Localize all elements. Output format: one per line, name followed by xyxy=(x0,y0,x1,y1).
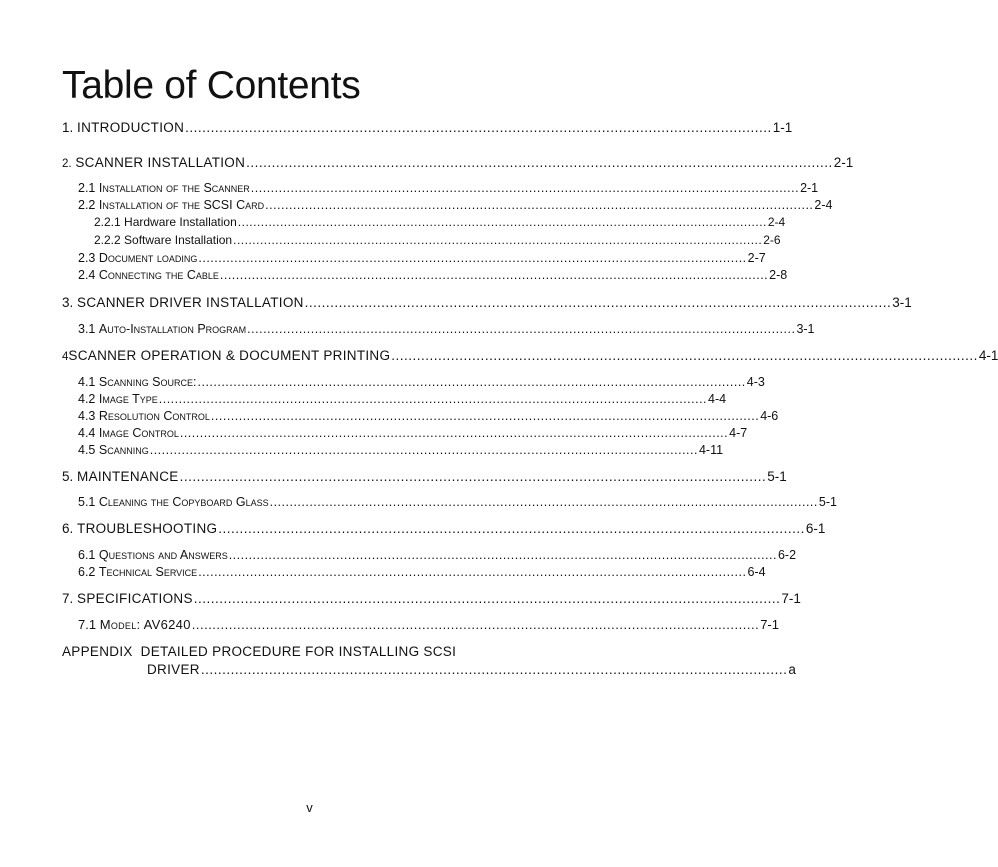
entry-page: 4-4 xyxy=(708,392,727,406)
toc-entry-appendix-line2[interactable] xyxy=(147,662,796,677)
entry-page: 7-1 xyxy=(781,591,801,606)
entry-title: INTRODUCTION xyxy=(77,120,185,135)
dot-leader: .......................................................................................................................................... xyxy=(391,348,978,363)
entry-number: 2. xyxy=(62,158,72,170)
toc-entry-4-1[interactable] xyxy=(78,375,765,389)
appendix-title-line1: DETAILED PROCEDURE FOR INSTALLING SCSI xyxy=(140,644,457,659)
entry-number: 4 xyxy=(62,351,69,363)
page-title: Table of Contents xyxy=(62,64,361,107)
appendix-title-line2: DRIVER xyxy=(147,662,200,677)
toc-entry-chapter-3[interactable] xyxy=(62,295,912,310)
dot-leader: .......................................................................................................................................... xyxy=(233,233,763,247)
dot-leader: .......................................................................................................................................... xyxy=(185,120,772,135)
entry-page: 2-1 xyxy=(833,155,854,170)
entry-title: Software Installation xyxy=(124,233,233,247)
dot-leader: .......................................................................................................................................... xyxy=(197,375,746,389)
entry-page: 2-6 xyxy=(763,233,781,247)
entry-number: 3. xyxy=(62,295,74,310)
entry-number: 4.5 xyxy=(78,443,96,457)
entry-page: 1-1 xyxy=(772,120,793,135)
dot-leader: .......................................................................................................................................... xyxy=(228,548,777,562)
appendix-label: APPENDIX xyxy=(62,644,133,659)
entry-page: 6-2 xyxy=(777,548,797,562)
entry-number: 2.3 xyxy=(78,251,96,265)
toc-entry-chapter-5[interactable] xyxy=(62,469,787,484)
entry-title: Resolution Control xyxy=(98,409,210,423)
entry-number: 2.1 xyxy=(78,181,96,195)
entry-title: Technical Service xyxy=(98,565,198,579)
entry-number: 7. xyxy=(62,591,74,606)
entry-number: 6.2 xyxy=(78,565,96,579)
entry-page: 5-1 xyxy=(818,495,837,509)
toc-entry-3-1[interactable] xyxy=(78,322,815,336)
entry-number: 3.1 xyxy=(78,322,96,336)
entry-title: Installation of the SCSI Card xyxy=(98,198,265,212)
entry-title: SCANNER OPERATION & DOCUMENT PRINTING xyxy=(68,348,391,363)
entry-number: 2.2 xyxy=(78,198,96,212)
entry-title: SCANNER INSTALLATION xyxy=(75,155,246,170)
toc-entry-chapter-1[interactable] xyxy=(62,120,793,135)
toc-entry-4-3[interactable] xyxy=(78,409,779,423)
toc-entry-2-4[interactable] xyxy=(78,268,788,282)
entry-page: 2-1 xyxy=(800,181,819,195)
entry-title: Connecting the Cable xyxy=(98,268,219,282)
entry-page: 6-1 xyxy=(805,521,826,536)
toc-entry-appendix[interactable] xyxy=(62,644,456,659)
entry-title: SPECIFICATIONS xyxy=(77,591,193,606)
entry-title: Hardware Installation xyxy=(124,215,237,229)
entry-page: 3-1 xyxy=(892,295,912,310)
dot-leader: .......................................................................................................................................... xyxy=(200,662,788,677)
entry-title: Document loading xyxy=(98,251,198,265)
dot-leader: .......................................................................................................................................... xyxy=(210,409,760,423)
dot-leader: .......................................................................................................................................... xyxy=(179,426,729,440)
dot-leader: .......................................................................................................................................... xyxy=(304,295,892,310)
entry-number: 4.3 xyxy=(78,409,96,423)
entry-number: 2.2.2 xyxy=(94,233,121,247)
entry-page: 2-8 xyxy=(769,268,788,282)
toc-entry-7-1[interactable] xyxy=(78,617,779,632)
toc-entry-chapter-6[interactable] xyxy=(62,521,826,536)
toc-entry-chapter-2[interactable] xyxy=(62,155,854,170)
entry-number: 4.2 xyxy=(78,392,96,406)
toc-entry-chapter-7[interactable] xyxy=(62,591,801,606)
entry-number: 2.4 xyxy=(78,268,96,282)
dot-leader: .......................................................................................................................................... xyxy=(269,495,818,509)
entry-page: 2-4 xyxy=(814,198,833,212)
entry-page: 7-1 xyxy=(760,617,779,632)
entry-title: Installation of the Scanner xyxy=(98,181,250,195)
dot-leader: .......................................................................................................................................... xyxy=(265,198,814,212)
entry-page: 4-1 xyxy=(978,348,998,363)
entry-page: 4-3 xyxy=(746,375,765,389)
entry-number: 7.1 xyxy=(78,617,97,632)
entry-title: TROUBLESHOOTING xyxy=(77,521,218,536)
entry-page: 2-7 xyxy=(747,251,766,265)
dot-leader: .......................................................................................................................................... xyxy=(198,565,747,579)
entry-page: 4-7 xyxy=(729,426,748,440)
dot-leader: .......................................................................................................................................... xyxy=(191,617,760,632)
toc-entry-5-1[interactable] xyxy=(78,495,837,509)
entry-page: 4-11 xyxy=(698,443,724,457)
entry-title: Cleaning the Copyboard Glass xyxy=(98,495,269,509)
entry-number: 4.4 xyxy=(78,426,96,440)
dot-leader: .......................................................................................................................................... xyxy=(193,591,781,606)
entry-number: 6. xyxy=(62,521,74,536)
entry-page: 4-6 xyxy=(760,409,779,423)
toc-entry-2-2-2[interactable] xyxy=(94,233,781,247)
entry-title: MAINTENANCE xyxy=(77,469,179,484)
toc-entry-4-4[interactable] xyxy=(78,426,748,440)
entry-page: 6-4 xyxy=(747,565,766,579)
dot-leader: .......................................................................................................................................... xyxy=(179,469,767,484)
entry-title: SCANNER DRIVER INSTALLATION xyxy=(77,295,304,310)
page-number-footer: v xyxy=(306,800,313,815)
toc-entry-2-2[interactable] xyxy=(78,198,833,212)
toc-entry-chapter-4[interactable] xyxy=(62,348,998,363)
toc-entry-6-1[interactable] xyxy=(78,548,797,562)
entry-title: Image Control xyxy=(98,426,179,440)
dot-leader: .......................................................................................................................................... xyxy=(246,155,833,170)
entry-title: Auto-Installation Program xyxy=(98,322,247,336)
toc-entry-4-2[interactable] xyxy=(78,392,727,406)
dot-leader: .......................................................................................................................................... xyxy=(158,392,708,406)
toc-entry-2-1[interactable] xyxy=(78,181,819,195)
dot-leader: .......................................................................................................................................... xyxy=(219,268,769,282)
entry-number: 4.1 xyxy=(78,375,96,389)
entry-page: 2-4 xyxy=(767,215,786,229)
entry-title: Model: AV6240 xyxy=(99,617,191,632)
entry-page: a xyxy=(788,662,796,677)
dot-leader: .......................................................................................................................................... xyxy=(247,322,796,336)
entry-page: 3-1 xyxy=(796,322,815,336)
entry-number: 2.2.1 xyxy=(94,215,121,229)
toc-entry-2-2-1[interactable] xyxy=(94,215,786,229)
dot-leader: .......................................................................................................................................... xyxy=(218,521,805,536)
entry-title: Scanning xyxy=(98,443,149,457)
entry-title: Scanning Source: xyxy=(98,375,197,389)
toc-entry-2-3[interactable] xyxy=(78,251,766,265)
entry-number: 5.1 xyxy=(78,495,96,509)
toc-entry-6-2[interactable] xyxy=(78,565,766,579)
dot-leader: .......................................................................................................................................... xyxy=(149,443,698,457)
entry-title: Image Type xyxy=(98,392,158,406)
toc-entry-4-5[interactable] xyxy=(78,443,724,457)
entry-number: 5. xyxy=(62,469,74,484)
entry-number: 6.1 xyxy=(78,548,96,562)
dot-leader: .......................................................................................................................................... xyxy=(250,181,800,195)
entry-page: 5-1 xyxy=(767,469,787,484)
entry-number: 1. xyxy=(62,120,74,135)
dot-leader: .......................................................................................................................................... xyxy=(198,251,747,265)
dot-leader: .......................................................................................................................................... xyxy=(237,215,767,229)
entry-title: Questions and Answers xyxy=(98,548,228,562)
